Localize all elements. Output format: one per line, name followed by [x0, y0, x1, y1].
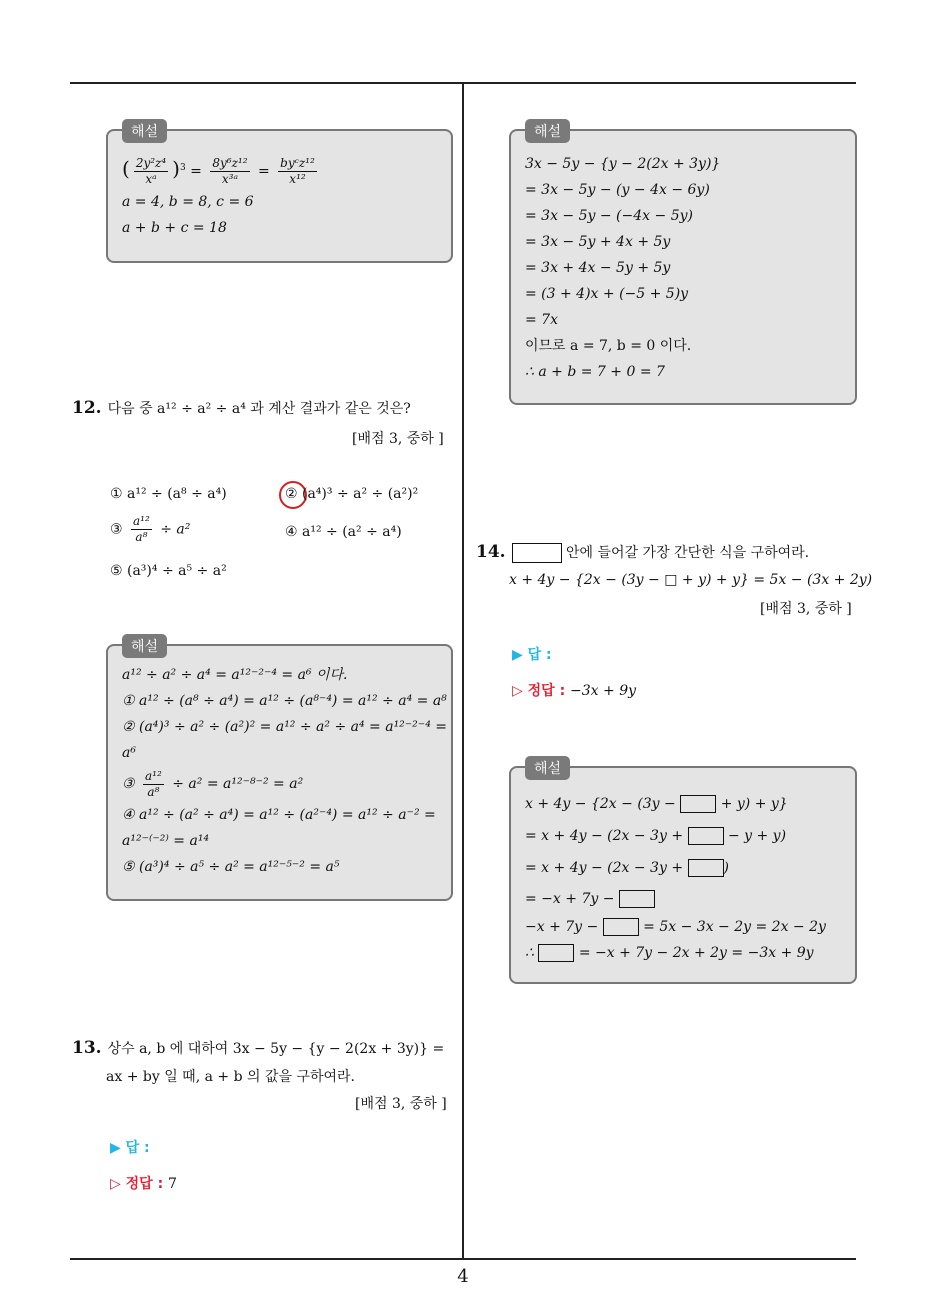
solution-line: x + 4y − {2x − (3y − + y) + y} [525, 796, 788, 812]
correct-answer: ▷ 정답 : 7 [110, 1176, 177, 1192]
solution-line: ③ $\frac{\text{a¹²}}{\text{a⁸}}$ ÷ a² = a¹²⁻⁸⁻² = a² [122, 768, 304, 799]
column-divider [462, 84, 464, 1260]
solution-line: ( $\frac{\text{2y²z⁴}}{\text{xᵃ}}$ )$^3$ = $\frac{\text{8y⁶z¹²}}{\text{x³ᵃ}}$ = $\frac{\text{byᶜz¹²}}{\text{x¹²}}$ [122, 156, 315, 187]
question-text: 다음 중 a¹² ÷ a² ÷ a⁴ 과 계산 결과가 같은 것은? [107, 401, 411, 417]
solution-line: ⑤ (a³)⁴ ÷ a⁵ ÷ a² = a¹²⁻⁵⁻² = a⁵ [122, 859, 340, 875]
blank-box [538, 944, 574, 962]
question-13 [72, 1038, 444, 1058]
solution-line: = x + 4y − (2x − 3y + ) [525, 860, 729, 876]
solution-line: = 3x − 5y − (−4x − 5y) [525, 208, 693, 224]
solution-box-q14 [509, 761, 857, 984]
solution-line: −x + 7y − = 5x − 3x − 2y = 2x − 2y [525, 919, 826, 935]
solution-tag: 해설 [525, 119, 570, 143]
question-14 [476, 542, 809, 563]
option-1[interactable]: ① a¹² ÷ (a⁸ ÷ a⁴) [110, 486, 227, 502]
question-text: 안에 들어갈 가장 간단한 식을 구하여라. [566, 545, 810, 561]
solution-line: = 7x [525, 312, 558, 328]
solution-line: 3x − 5y − {y − 2(2x + 3y)} [525, 156, 721, 172]
blank-box [512, 543, 562, 563]
solution-tag: 해설 [122, 119, 167, 143]
points-label: [배점 3, 중하 ] [355, 1096, 447, 1112]
solution-tag: 해설 [122, 634, 167, 658]
question-equation: x + 4y − {2x − (3y − □ + y) + y} = 5x − (3x + 2y) [509, 572, 873, 588]
option-2[interactable]: ② (a⁴)³ ÷ a² ÷ (a²)² [285, 486, 419, 502]
solution-box-q13 [509, 124, 857, 405]
blank-box [680, 795, 716, 813]
question-text-line2: ax + by 일 때, a + b 의 값을 구하여라. [106, 1069, 356, 1085]
solution-line: = 3x − 5y − (y − 4x − 6y) [525, 182, 710, 198]
solution-line: ∴ = −x + 7y − 2x + 2y = −3x + 9y [525, 945, 814, 961]
solution-box-q12 [106, 639, 453, 901]
page-number: 4 [457, 1266, 469, 1287]
question-12 [72, 398, 411, 418]
solution-line: = 3x + 4x − 5y + 5y [525, 260, 671, 276]
solution-line: = −x + 7y − [525, 884, 841, 914]
solution-line: 이므로 a = 7, b = 0 이다. [525, 338, 692, 354]
solution-line: a¹² ÷ a² ÷ a⁴ = a¹²⁻²⁻⁴ = a⁶ 이다. [122, 667, 348, 683]
solution-line: = (3 + 4)x + (−5 + 5)y [525, 286, 689, 302]
solution-line: ② (a⁴)³ ÷ a² ÷ (a²)² = a¹² ÷ a² ÷ a⁴ = a¹²⁻²⁻⁴ = [122, 719, 447, 735]
answer-input-label[interactable]: ▶ 답 : [110, 1140, 150, 1156]
solution-line: ① a¹² ÷ (a⁸ ÷ a⁴) = a¹² ÷ (a⁸⁻⁴) = a¹² ÷ a⁴ = a⁸ [122, 693, 447, 709]
points-label: [배점 3, 중하 ] [760, 601, 852, 617]
solution-line: ④ a¹² ÷ (a² ÷ a⁴) = a¹² ÷ (a²⁻⁴) = a¹² ÷ a⁻² = [122, 807, 436, 823]
solution-line: = 3x − 5y + 4x + 5y [525, 234, 671, 250]
question-number: 14. [476, 542, 506, 562]
solution-line: a¹²⁻⁽⁻²⁾ = a¹⁴ [122, 833, 210, 849]
solution-tag: 해설 [525, 756, 570, 780]
question-text: 상수 a, b 에 대하여 3x − 5y − {y − 2(2x + 3y)} = [107, 1041, 445, 1057]
solution-line: a = 4, b = 8, c = 6 [122, 193, 254, 210]
solution-line: a⁶ [122, 745, 136, 761]
option-4[interactable]: ④ a¹² ÷ (a² ÷ a⁴) [285, 524, 402, 540]
solution-line: = x + 4y − (2x − 3y + − y + y) [525, 828, 787, 844]
solution-line: ∴ a + b = 7 + 0 = 7 [525, 364, 665, 380]
points-label: [배점 3, 중하 ] [352, 431, 444, 447]
blank-box [619, 890, 655, 908]
question-number: 13. [72, 1038, 102, 1058]
solution-box-q11 [106, 124, 453, 263]
blank-box [688, 827, 724, 845]
blank-box [603, 918, 639, 936]
blank-box [688, 859, 724, 877]
question-number: 12. [72, 398, 102, 418]
option-3[interactable]: ③ $\frac{\text{a¹²}}{\text{a⁸}}$ ÷ a² [110, 514, 191, 544]
solution-line: a + b + c = 18 [122, 219, 227, 236]
option-5[interactable]: ⑤ (a³)⁴ ÷ a⁵ ÷ a² [110, 563, 227, 579]
bottom-rule [70, 1258, 856, 1260]
answer-input-label[interactable]: ▶ 답 : [512, 647, 552, 663]
correct-answer: ▷ 정답 : −3x + 9y [512, 683, 637, 699]
